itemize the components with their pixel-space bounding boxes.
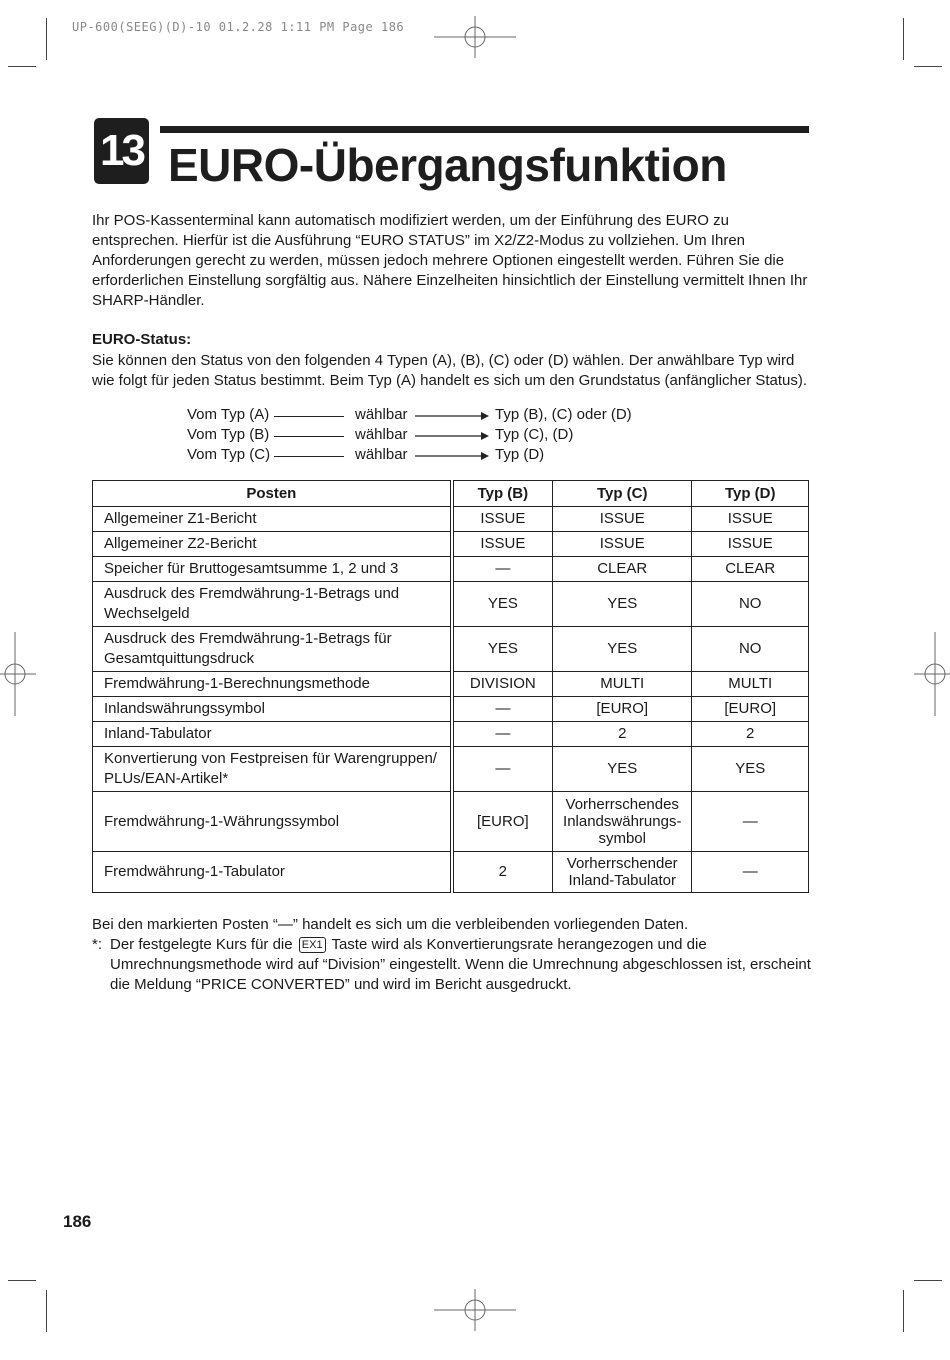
table-cell: Vorherrschendes Inlandswährungs- symbol bbox=[553, 792, 692, 852]
transition-selectable: wählbar bbox=[355, 406, 408, 423]
table-cell-item: Fremdwährung-1-Währungssymbol bbox=[93, 792, 452, 852]
crop-mark bbox=[903, 1290, 904, 1332]
arrow-right-icon bbox=[415, 451, 489, 461]
table-row bbox=[93, 557, 809, 582]
table-header-row bbox=[93, 481, 809, 507]
table-cell: — bbox=[452, 722, 553, 747]
table-cell: CLEAR bbox=[692, 557, 809, 582]
transition-selectable: wählbar bbox=[355, 446, 408, 463]
crop-mark bbox=[914, 66, 942, 67]
table-cell: YES bbox=[452, 582, 553, 627]
asterisk-note-text bbox=[110, 935, 812, 995]
table-cell: [EURO] bbox=[553, 697, 692, 722]
table-cell: YES bbox=[553, 747, 692, 792]
table-cell: CLEAR bbox=[553, 557, 692, 582]
table-cell: [EURO] bbox=[452, 792, 553, 852]
print-slug: UP-600(SEEG)(D)-10 01.2.28 1:11 PM Page 186 bbox=[72, 20, 405, 34]
crop-mark bbox=[903, 18, 904, 60]
table-cell: ISSUE bbox=[452, 532, 553, 557]
table-cell: — bbox=[452, 747, 553, 792]
table-cell-item: Fremdwährung-1-Berechnungsmethode bbox=[93, 672, 452, 697]
table-cell: 2 bbox=[452, 852, 553, 893]
registration-mark-icon bbox=[434, 16, 516, 58]
transition-to: Typ (D) bbox=[495, 446, 545, 463]
registration-mark-icon bbox=[914, 632, 950, 716]
table-cell-item: Ausdruck des Fremdwährung-1-Betrags für Gesamtquittungsdruck bbox=[93, 627, 452, 672]
table-cell: YES bbox=[452, 627, 553, 672]
table-cell: — bbox=[452, 697, 553, 722]
crop-mark bbox=[914, 1280, 942, 1281]
table-cell: NO bbox=[692, 582, 809, 627]
crop-mark bbox=[8, 66, 36, 67]
transition-row bbox=[0, 406, 950, 426]
table-row bbox=[93, 852, 809, 893]
table-cell: YES bbox=[553, 582, 692, 627]
connector-line bbox=[274, 416, 344, 417]
registration-mark-icon bbox=[0, 632, 36, 716]
dash-note: Bei den markierten Posten “—” handelt es sich um die verbleibenden vorliegenden Daten. bbox=[92, 916, 689, 933]
table-cell: DIVISION bbox=[452, 672, 553, 697]
table-cell-item: Fremdwährung-1-Tabulator bbox=[93, 852, 452, 893]
table-cell-item: Inlandswährungssymbol bbox=[93, 697, 452, 722]
section-paragraph: Sie können den Status von den folgenden 4 Typen (A), (B), (C) oder (D) wählen. Der anwählbare Typ wird wie folgt für jeden Status bestimmt. Beim Typ (A) handelt es sich um den Grundstatus (anfänglicher Status). bbox=[92, 352, 808, 389]
table-cell: — bbox=[692, 852, 809, 893]
asterisk-note-after: Taste wird als Konvertierungsrate herangezogen und die Umrechnungsmethode wird auf “Division” eingestellt. Wenn die Umrechnung abgeschlossen ist, erscheint die Meldung “PRICE CONVERTED” und wird im Bericht ausgedruckt. bbox=[110, 936, 811, 993]
transition-selectable: wählbar bbox=[355, 426, 408, 443]
column-header: Posten bbox=[93, 481, 452, 507]
crop-mark bbox=[8, 1280, 36, 1281]
table-cell: ISSUE bbox=[692, 532, 809, 557]
table-cell: MULTI bbox=[692, 672, 809, 697]
table-cell: — bbox=[692, 792, 809, 852]
ex1-key-icon: EX1 bbox=[299, 937, 326, 953]
transition-from: Vom Typ (B) bbox=[187, 426, 270, 443]
asterisk-note-before: Der festgelegte Kurs für die bbox=[110, 936, 293, 953]
table-cell: YES bbox=[692, 747, 809, 792]
transition-to: Typ (C), (D) bbox=[495, 426, 574, 443]
title-rule bbox=[160, 126, 809, 133]
table-row bbox=[93, 532, 809, 557]
connector-line bbox=[274, 456, 344, 457]
page-number: 186 bbox=[63, 1212, 92, 1231]
transition-row bbox=[0, 446, 950, 466]
table-cell: ISSUE bbox=[553, 532, 692, 557]
section-heading: EURO-Status: bbox=[92, 331, 192, 348]
table-cell-item: Speicher für Bruttogesamtsumme 1, 2 und 3 bbox=[93, 557, 452, 582]
table-cell-item: Ausdruck des Fremdwährung-1-Betrags und Wechselgeld bbox=[93, 582, 452, 627]
footnotes bbox=[92, 915, 812, 995]
table-cell: — bbox=[452, 557, 553, 582]
table-row bbox=[93, 792, 809, 852]
table-row bbox=[93, 722, 809, 747]
crop-mark bbox=[46, 1290, 47, 1332]
column-header: Typ (B) bbox=[452, 481, 553, 507]
page-title: EURO-Übergangsfunktion bbox=[168, 139, 727, 191]
registration-mark-icon bbox=[434, 1289, 516, 1331]
table-cell: MULTI bbox=[553, 672, 692, 697]
table-row bbox=[93, 747, 809, 792]
column-header: Typ (C) bbox=[553, 481, 692, 507]
intro-paragraph: Ihr POS-Kassenterminal kann automatisch modifiziert werden, um der Einführung des EURO zu entsprechen. Hierfür ist die Ausführung “EURO STATUS” im X2/Z2-Modus zu vollziehen. Um Ihren Anforderungen gerecht zu werden, müssen jedoch mehrere Optionen eingestellt werden. Führen Sie die erforderlichen Einstellung sorgfältig aus. Nähere Einzelheiten hinsichtlich der Einstellung vermittelt Ihnen Ihr SHARP-Händler. bbox=[92, 212, 808, 309]
table-row bbox=[93, 507, 809, 532]
transition-row bbox=[0, 426, 950, 446]
transition-from: Vom Typ (C) bbox=[187, 446, 271, 463]
column-header: Typ (D) bbox=[692, 481, 809, 507]
euro-status-table bbox=[92, 480, 809, 893]
table-cell: 2 bbox=[553, 722, 692, 747]
table-row bbox=[93, 582, 809, 627]
asterisk-marker: *: bbox=[92, 936, 103, 953]
table-cell: ISSUE bbox=[452, 507, 553, 532]
table-row bbox=[93, 672, 809, 697]
chapter-number-badge: 13 bbox=[94, 118, 149, 184]
table-row bbox=[93, 697, 809, 722]
table-cell-item: Allgemeiner Z1-Bericht bbox=[93, 507, 452, 532]
transition-to: Typ (B), (C) oder (D) bbox=[495, 406, 632, 423]
arrow-right-icon bbox=[415, 431, 489, 441]
table-cell-item: Allgemeiner Z2-Bericht bbox=[93, 532, 452, 557]
table-cell: ISSUE bbox=[692, 507, 809, 532]
table-cell-item: Inland-Tabulator bbox=[93, 722, 452, 747]
table-cell: YES bbox=[553, 627, 692, 672]
table-cell: NO bbox=[692, 627, 809, 672]
table-cell-item: Konvertierung von Festpreisen für Warengruppen/ PLUs/EAN-Artikel* bbox=[93, 747, 452, 792]
table-row bbox=[93, 627, 809, 672]
table-cell: ISSUE bbox=[553, 507, 692, 532]
asterisk-note bbox=[92, 935, 812, 995]
table-cell: 2 bbox=[692, 722, 809, 747]
table-cell: [EURO] bbox=[692, 697, 809, 722]
arrow-right-icon bbox=[415, 411, 489, 421]
connector-line bbox=[274, 436, 344, 437]
table-cell: Vorherrschender Inland-Tabulator bbox=[553, 852, 692, 893]
crop-mark bbox=[46, 18, 47, 60]
transition-from: Vom Typ (A) bbox=[187, 406, 270, 423]
